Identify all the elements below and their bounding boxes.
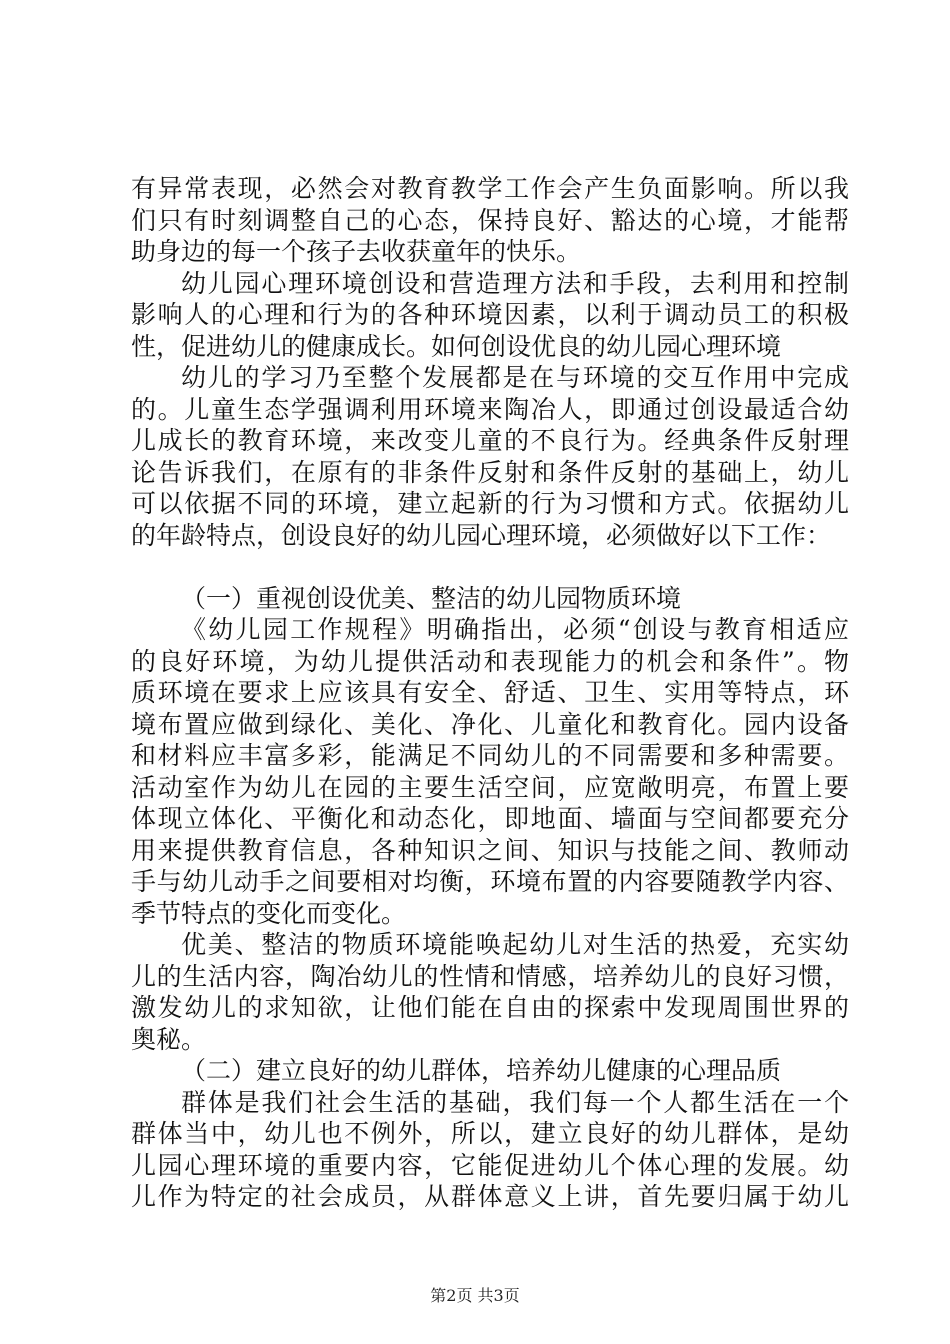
text-line: 可以依据不同的环境，建立起新的行为习惯和方式。依据幼儿 [131,489,849,518]
text-line: 季节特点的变化而变化。 [131,898,407,928]
blank-line [131,551,849,583]
text-line: 儿园心理环境的重要内容，它能促进幼儿个体心理的发展。幼 [131,1150,849,1180]
section-heading: （一）重视创设优美、整洁的幼儿园物质环境 [181,583,682,613]
text-line: 活动室作为幼儿在园的主要生活空间，应宽敞明亮，布置上要 [131,772,849,802]
page-footer [0,1283,950,1306]
text-line: 奥秘。 [131,1024,207,1054]
page-number-label: 第2页 共3页 [430,1286,520,1305]
paragraph [131,614,849,929]
text-line: 儿的生活内容，陶冶幼儿的性情和情感，培养幼儿的良好习惯， [131,961,849,991]
text-line: 境布置应做到绿化、美化、净化、儿童化和教育化。园内设备 [131,709,849,739]
text-line: 幼儿园心理环境创设和营造理方法和手段，去利用和控制 [181,268,849,298]
paragraph [131,1087,849,1213]
text-line: 激发幼儿的求知欲，让他们能在自由的探索中发现周围世界的 [131,993,849,1022]
paragraph [131,268,849,363]
text-line: 和材料应丰富多彩，能满足不同幼儿的不同需要和多种需要。 [131,741,849,770]
text-line: 的。儿童生态学强调利用环境来陶冶人，即通过创设最适合幼 [131,394,849,424]
text-line: 儿成长的教育环境，来改变儿童的不良行为。经典条件反射理 [131,426,849,455]
document-body [131,173,849,1213]
text-line: 幼儿的学习乃至整个发展都是在与环境的交互作用中完成 [181,363,849,392]
paragraph [131,929,849,1055]
section-heading: （二）建立良好的幼儿群体，培养幼儿健康的心理品质 [181,1056,782,1085]
text-line: 群体当中，幼儿也不例外，所以，建立良好的幼儿群体，是幼 [131,1119,849,1148]
paragraph [131,362,849,551]
text-line: 群体是我们社会生活的基础，我们每一个人都生活在一个 [181,1087,849,1117]
paragraph [131,173,849,268]
text-line: 用来提供教育信息，各种知识之间、知识与技能之间、教师动 [131,835,849,865]
text-line: 的年龄特点，创设良好的幼儿园心理环境，必须做好以下工作： [131,520,832,550]
text-line: 儿作为特定的社会成员，从群体意义上讲，首先要归属于幼儿 [131,1182,849,1211]
text-line: 影响人的心理和行为的各种环境因素，以利于调动员工的积极 [131,300,849,329]
text-line: 体现立体化、平衡化和动态化，即地面、墙面与空间都要充分 [131,804,849,833]
text-line: 质环境在要求上应该具有安全、舒适、卫生、实用等特点，环 [131,678,849,707]
text-line: 们只有时刻调整自己的心态，保持良好、豁达的心境，才能帮 [131,205,849,235]
text-line: 助身边的每一个孩子去收获童年的快乐。 [131,237,582,266]
text-line: 手与幼儿动手之间要相对均衡，环境布置的内容要随教学内容、 [131,867,849,896]
text-line: 优美、整洁的物质环境能唤起幼儿对生活的热爱，充实幼 [181,930,849,959]
text-line: 有异常表现，必然会对教育教学工作会产生负面影响。所以我 [131,174,849,203]
text-line: 的良好环境，为幼儿提供活动和表现能力的机会和条件”。物 [131,646,849,676]
text-line: 论告诉我们，在原有的非条件反射和条件反射的基础上，幼儿 [131,457,849,487]
text-line: 性，促进幼儿的健康成长。如何创设优良的幼儿园心理环境 [131,331,782,361]
text-line: 《幼儿园工作规程》明确指出，必须“创设与教育相适应 [181,615,849,644]
